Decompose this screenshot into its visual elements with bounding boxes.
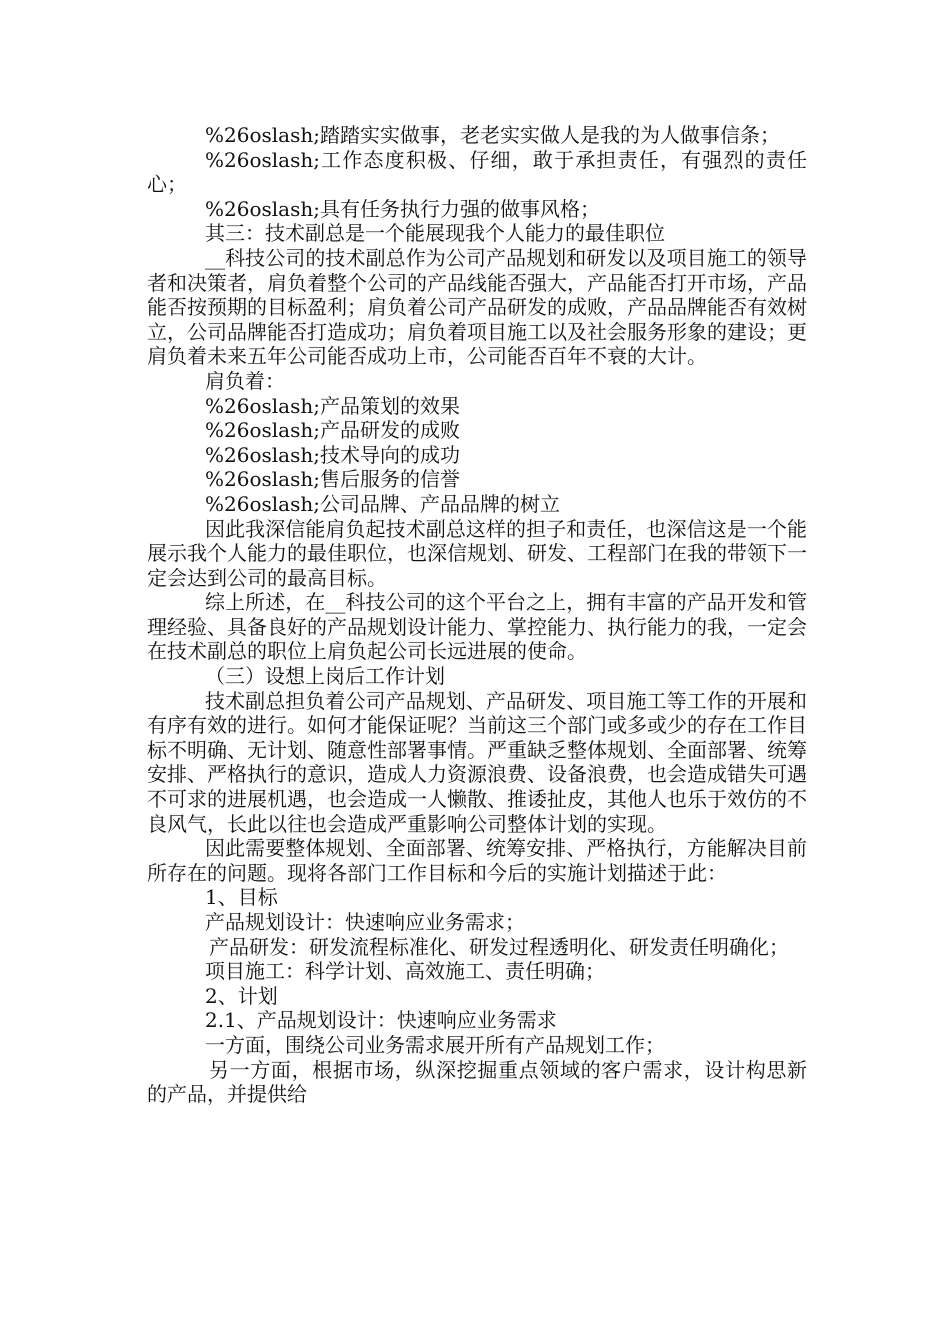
paragraph-one-hand: 一方面，围绕公司业务需求展开所有产品规划工作； (205, 1032, 665, 1057)
responsibility-bullet-2: %26oslash;产品研发的成败 (205, 418, 460, 443)
bullet-1: %26oslash;踏踏实实做事，老老实实做人是我的为人做事信条； (205, 123, 780, 147)
subheading-plan-2-1: 2.1、产品规划设计：快速响应业务需求 (205, 1008, 557, 1033)
responsibility-label: 肩负着： (205, 368, 285, 393)
paragraph-problems: 技术副总担负着公司产品规划、产品研发、项目施工等工作的开展和有序有效的进行。如何才能保证呢？当前这三个部门或多或少的存在工作目标不明确、无计划、随意性部署事情。严重缺乏整体规划、全面部署、统筹安排、严格执行的意识，造成人力资源浪费、设备浪费，也会造成错失可遇不可求的进展机遇，也会造成一人懒散、推诿扯皮，其他人也乐于效仿的不良风气，长此以往也会造成严重影响公司整体计划的实现。 (147, 688, 807, 836)
subheading-goals: 1、目标 (205, 885, 278, 910)
paragraph-solution: 因此需要整体规划、全面部署、统筹安排、严格执行，方能解决目前所存在的问题。现将各部门工作目标和今后的实施计划描述于此： (147, 836, 807, 885)
paragraph-summary: 综上所述，在__科技公司的这个平台之上，拥有丰富的产品开发和管理经验、具备良好的产品规划设计能力、掌控能力、执行能力的我，一定会在技术副总的职位上肩负起公司长远进展的使命。 (147, 590, 807, 664)
paragraph-other-hand: 另一方面，根据市场，纵深挖掘重点领域的客户需求，设计构思新的产品，并提供给 (147, 1057, 807, 1107)
document-page (147, 123, 807, 1107)
paragraph-belief: 因此我深信能肩负起技术副总这样的担子和责任，也深信这是一个能展示我个人能力的最佳职位，也深信规划、研发、工程部门在我的带领下一定会达到公司的最高目标。 (147, 516, 807, 590)
responsibility-bullet-1: %26oslash;产品策划的效果 (205, 393, 460, 418)
bullet-3: %26oslash;具有任务执行力强的做事风格； (205, 196, 600, 221)
responsibility-bullet-5: %26oslash;公司品牌、产品品牌的树立 (205, 491, 560, 516)
paragraph-role-description: __科技公司的技术副总作为公司产品规划和研发以及项目施工的领导者和决策者，肩负着整个公司的产品线能否强大，产品能否打开市场，产品能否按预期的目标盈利；肩负着公司产品研发的成败，产品品牌能否有效树立，公司品牌能否打造成功；肩负着项目施工以及社会服务形象的建设；更肩负着未来五年公司能否成功上市，公司能否百年不衰的大计。 (147, 245, 807, 369)
bullet-2: %26oslash;工作态度积极、仔细，敢于承担责任，有强烈的责任心； (147, 147, 807, 197)
goal-product-planning: 产品规划设计：快速响应业务需求； (205, 910, 525, 934)
responsibility-bullet-4: %26oslash;售后服务的信誉 (205, 467, 460, 492)
responsibility-bullet-3: %26oslash;技术导向的成功 (205, 442, 460, 467)
section-heading-plan: （三）设想上岗后工作计划 (205, 664, 445, 689)
subheading-plan: 2、计划 (205, 983, 278, 1008)
goal-product-rd: 产品研发：研发流程标准化、研发过程透明化、研发责任明确化； (209, 934, 789, 959)
section-heading-3: 其三：技术副总是一个能展现我个人能力的最佳职位 (205, 221, 665, 246)
goal-project-construction: 项目施工：科学计划、高效施工、责任明确； (205, 959, 605, 984)
